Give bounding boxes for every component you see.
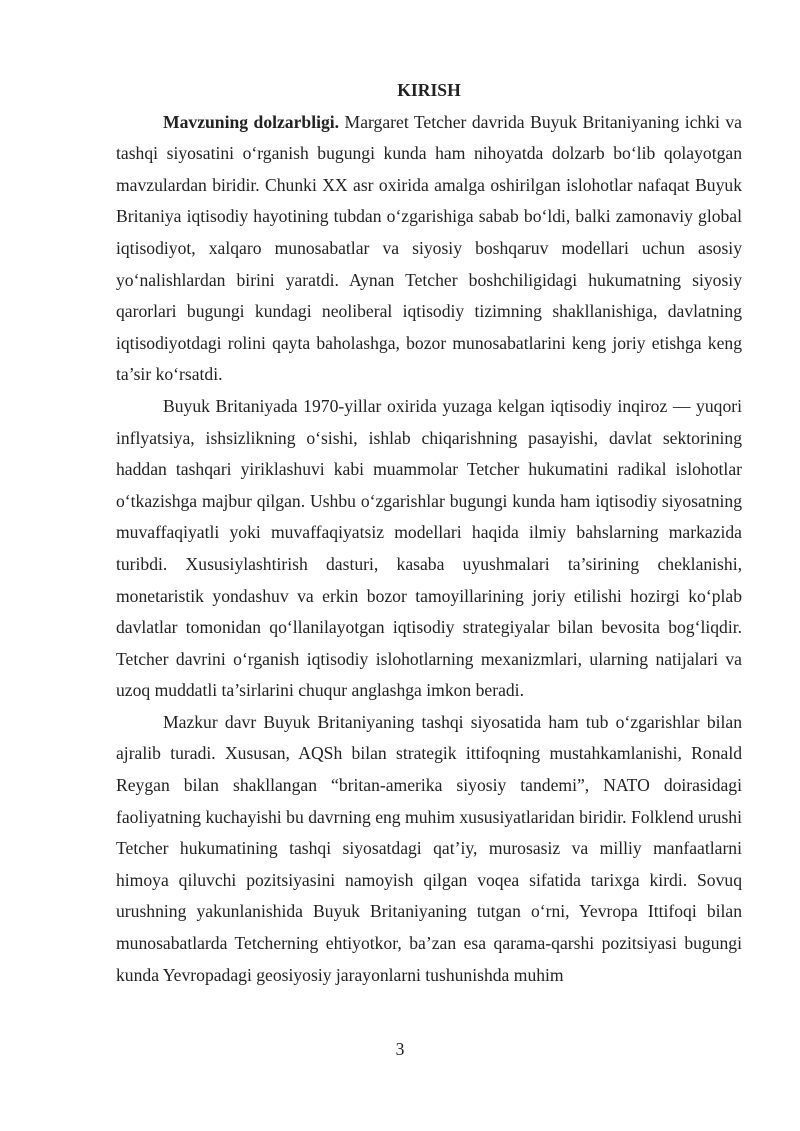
paragraph-text: Margaret Tetcher davrida Buyuk Britaniyaning ichki va tashqi siyosatini o‘rganish bugungi kunda ham nihoyatda dolzarb bo‘lib qolayotgan mavzulardan biridir. Chunki XX asr oxirida amalga oshirilgan islohotlar nafaqat Buyuk Britaniya iqtisodiy hayotining tubdan o‘zgarishiga sabab bo‘ldi, balki zamonaviy global iqtisodiyot, xalqaro munosabatlar va siyosiy boshqaruv modellari uchun asosiy yo‘nalishlardan birini yaratdi. Aynan Tetcher boshchiligidagi hukumatning siyosiy qarorlari bugungi kundagi neoliberal iqtisodiy tizimning shakllanishiga, davlatning iqtisodiyotdagi rolini qayta baholashga, bozor munosabatlarini keng joriy etishga keng ta’sir ko‘rsatdi.: [116, 111, 742, 385]
paragraph-relevance: [116, 107, 742, 391]
page-number: 3: [395, 1039, 405, 1059]
paragraph-text: Buyuk Britaniyada 1970-yillar oxirida yuzaga kelgan iqtisodiy inqiroz — yuqori inflyatsiya, ishsizlikning o‘sishi, ishlab chiqarishning pasayishi, davlat sektorining haddan tashqari yiriklashuvi kabi muammolar Tetcher hukumatini radikal islohotlar o‘tkazishga majbur qilgan. Ushbu o‘zgarishlar bugungi kunda ham iqtisodiy siyosatning muvaffaqiyatli yoki muvaffaqiyatsiz modellari haqida ilmiy bahslarning markazida turibdi. Xususiylashtirish dasturi, kasaba uyushmalari ta’sirining cheklanishi, monetaristik yondashuv va erkin bozor tamoyillarining joriy etilishi hozirgi ko‘plab davlatlar tomonidan qo‘llanilayotgan iqtisodiy strategiyalar bilan bevosita bog‘liqdir. Tetcher davrini o‘rganish iqtisodiy islohotlarning mexanizmlari, ularning natijalari va uzoq muddatli ta’sirlarini chuqur anglashga imkon beradi.: [116, 395, 742, 701]
paragraph-text: Mazkur davr Buyuk Britaniyaning tashqi siyosatida ham tub o‘zgarishlar bilan ajralib turadi. Xususan, AQSh bilan strategik ittifoqning mustahkamlanishi, Ronald Reygan bilan shakllangan “britan-amerika siyosiy tandemi”, NATO doirasidagi faoliyatning kuchayishi bu davrning eng muhim xususiyatlaridan biridir. Folklend urushi Tetcher hukumatining tashqi siyosatdagi qat’iy, murosasiz va milliy manfaatlarni himoya qiluvchi pozitsiyasini namoyish qilgan voqea sifatida tarixga kirdi. Sovuq urushning yakunlanishida Buyuk Britaniyaning tutgan o‘rni, Yevropa Ittifoqi bilan munosabatlarda Tetcherning ehtiyotkor, ba’zan esa qarama-qarshi pozitsiyasi bugungi kunda Yevropadagi geosiyosiy jarayonlarni tushunishda muhim: [116, 711, 742, 985]
paragraph-foreign-policy: [116, 707, 742, 991]
section-heading: KIRISH: [397, 80, 461, 100]
paragraph-economic-crisis: [116, 391, 742, 707]
paragraph-lead: Mavzuning dolzarbligi.: [163, 111, 340, 132]
document-body: [116, 75, 742, 991]
